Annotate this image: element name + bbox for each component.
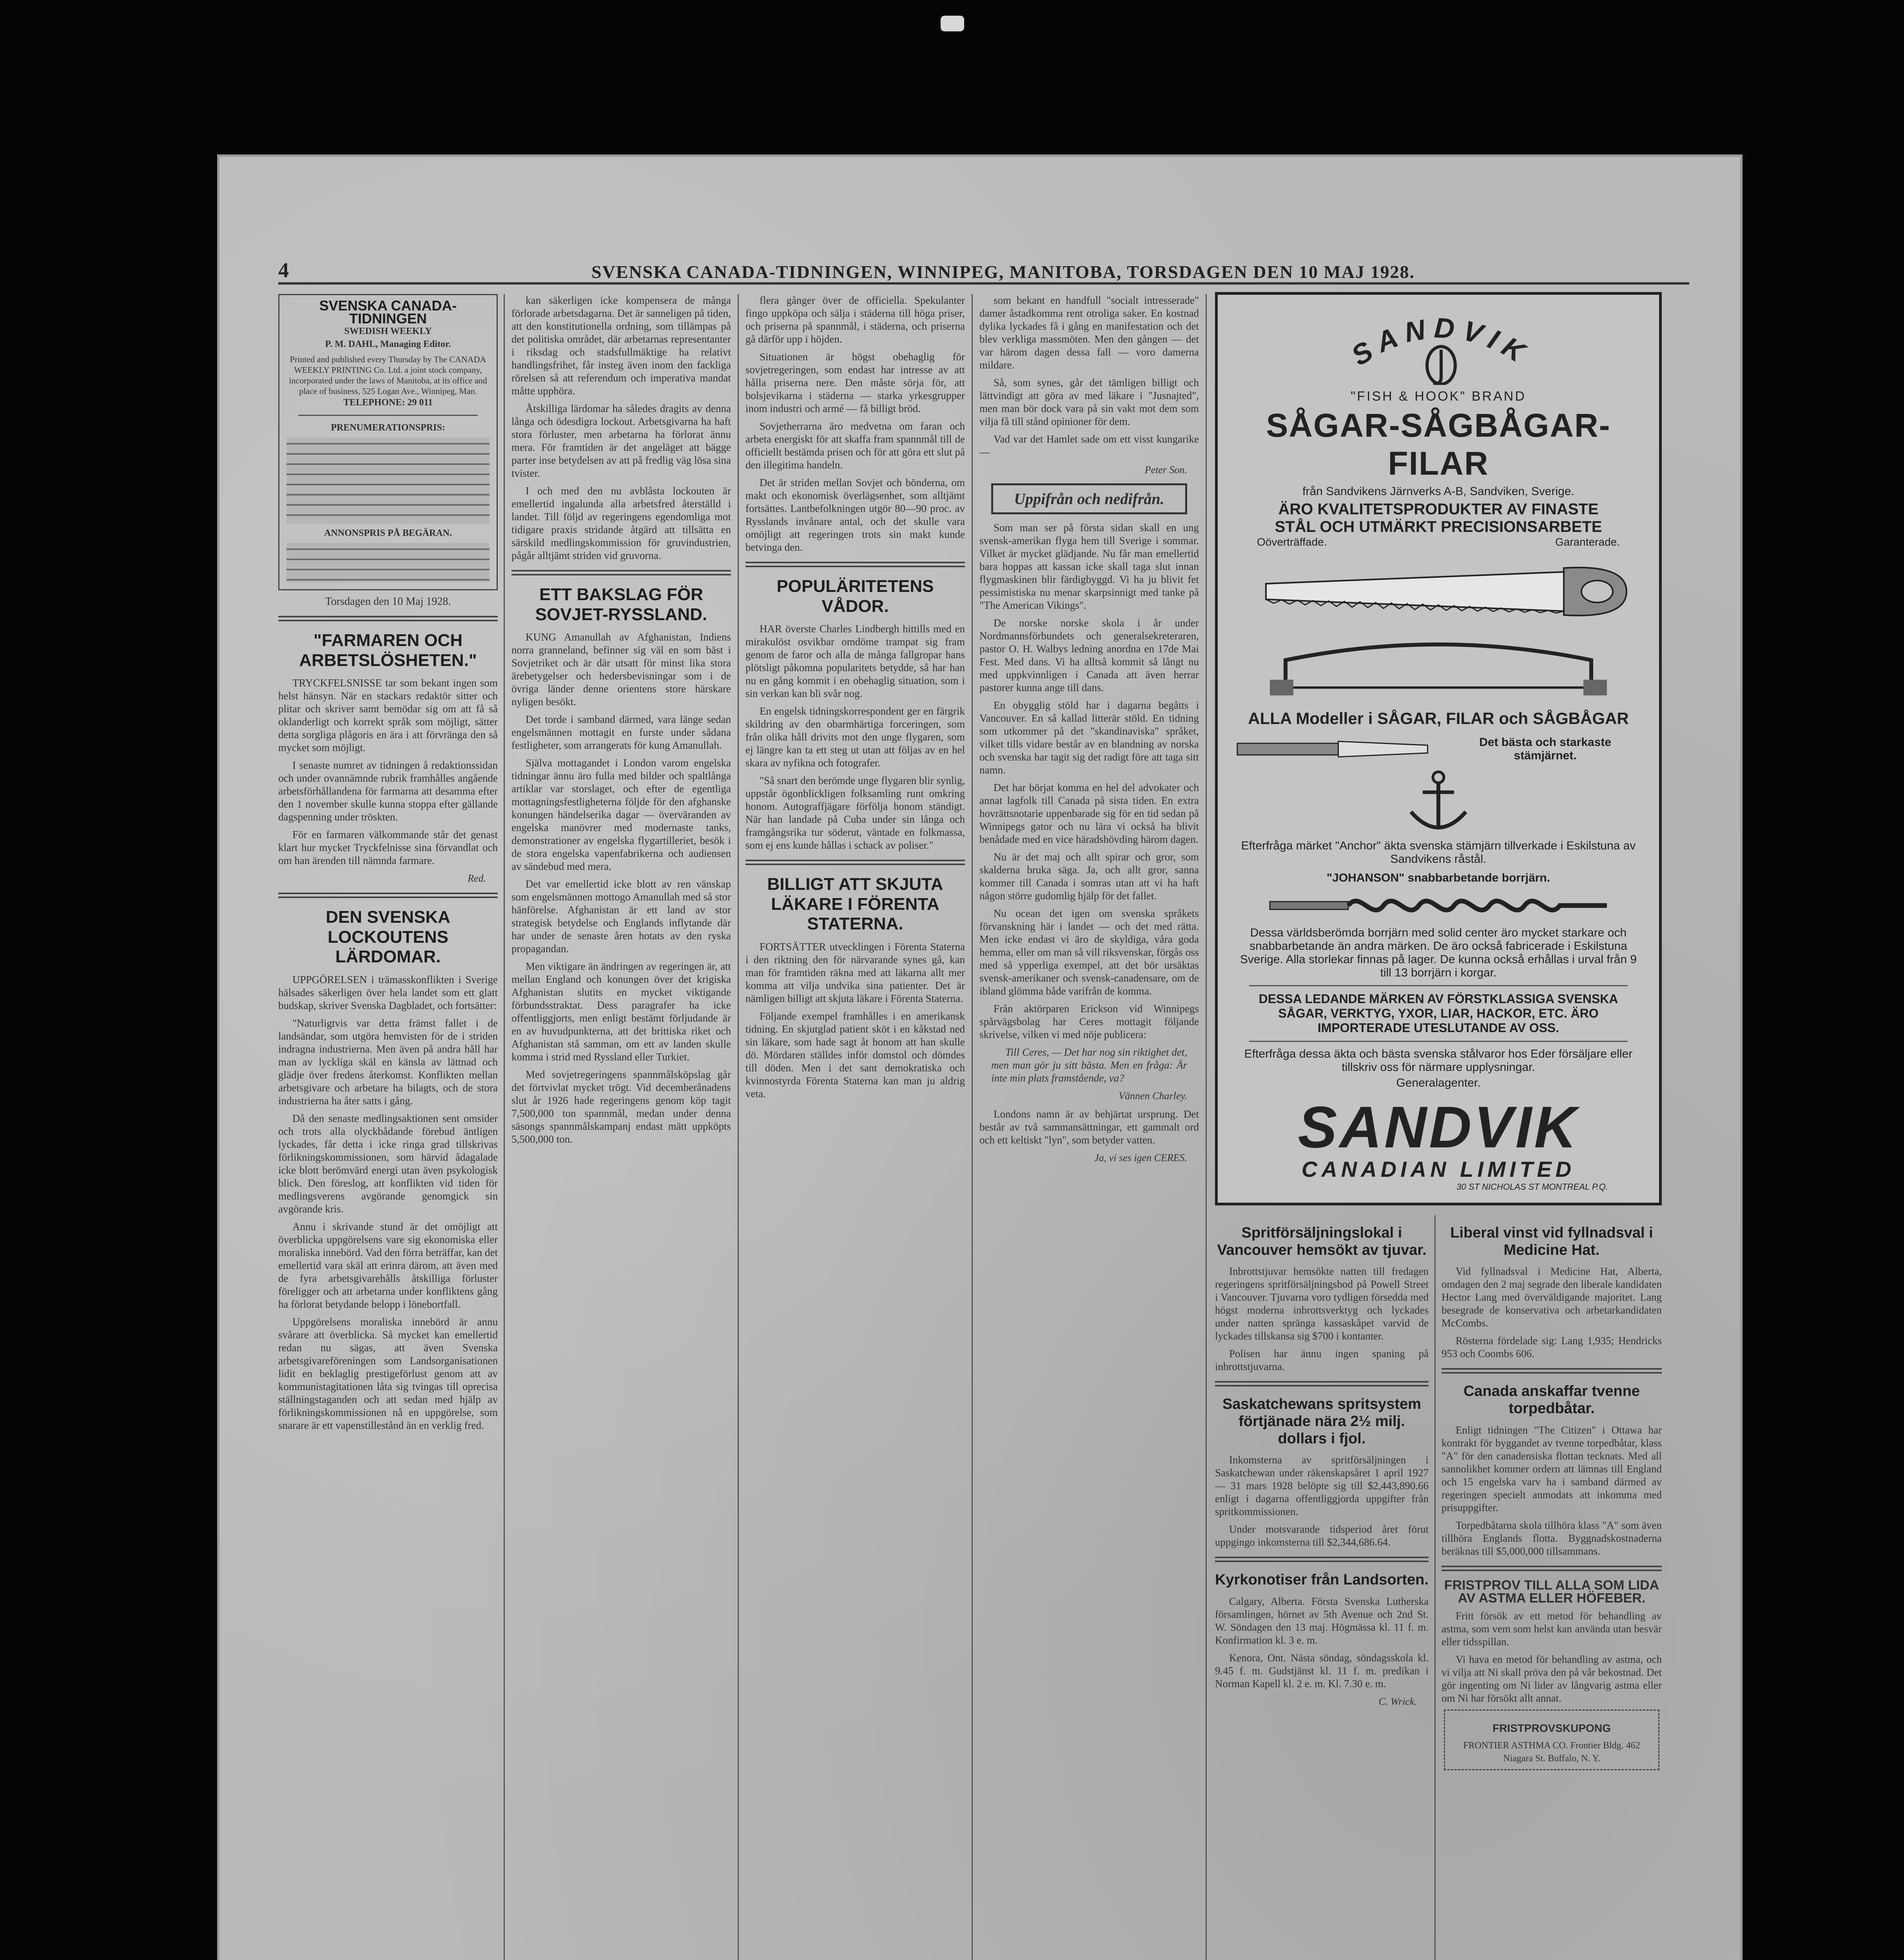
paragraph: Calgary, Alberta. Första Svenska Lutherska församlingen, hörnet av 5th Avenue och 2nd St. W. Söndagen den 13 maj. Högmässa kl. 11 f. m. Konfirmation kl. 3 e. m. (1215, 1595, 1429, 1646)
page-header (278, 255, 1689, 285)
paragraph: Så, som synes, går det tämligen billigt och lättvindigt att göra av med läkare i "Jusnajted", men man bör dock vara på sin vakt mot dem som vilja få till stånd opinioner för dem. (979, 377, 1199, 427)
headline: Liberal vinst vid fyllnadsval i Medicine Hat. (1450, 1225, 1653, 1258)
divider (1442, 1566, 1662, 1571)
paragraph: Men viktigare än ändringen av regeringen är, att mellan England och konungen över det krigiska Afghanistan slutits en mycket viktigande förbundsstraktat. Dess paragrafer ha icke offentliggjorts, men enligt bestämt förljudande är en av huvudpunkterna, att det brittiska riket och Afghanistan stå samman, om ett av landen skulle komma i strid med Ryssland eller Turkiet. (511, 960, 731, 1063)
paragraph: Torpedbåtarna skola tillhöra klass "A" som även tillhöra Englands flotta. Byggnadskostnaderna beräknas till $5,000,000 tillsammans. (1442, 1519, 1662, 1557)
paragraph: flera gånger över de officiella. Spekulanter fingo uppköpa och sälja i städerna till höga priser, och priserna på spannmål, i städerna, och priserna gå därför upp i höjden. (745, 294, 965, 345)
divider (278, 893, 498, 898)
column-rule (1434, 1215, 1436, 1960)
page-number: 4 (278, 258, 289, 282)
sandvik-advertisement (1215, 292, 1662, 1205)
fish-hook-brand: "FISH & HOOK" BRAND (1351, 389, 1526, 404)
masthead-title: SVENSKA CANADA-TIDNINGEN (319, 298, 457, 327)
paragraph: Som man ser på första sidan skall en ung svensk-amerikan flyga hem till Sverige i sommar. Vilket är mycket glädjande. Nu får man emellertid bara hoppas att kassan icke skall taga slut innan flygmaskinen blir färdigbyggd. Vi ha ju blivit fet pessimistiska nu menar skarpsinnigt med tanke på "The American Vikings". (979, 522, 1199, 611)
ad-anchor-text: Efterfråga märket "Anchor" äkta svenska stämjärn tillverkade i Eskilstuna av Sandvikens råstål. (1241, 839, 1636, 866)
paragraph: Rösterna fördelade sig: Lang 1,935; Hendricks 953 och Coombs 606. (1442, 1335, 1662, 1360)
ad-address: 30 ST NICHOLAS ST MONTREAL P.Q. (1456, 1182, 1608, 1192)
paragraph: Inbrottstjuvar hemsökte natten till fredagen regeringens spritförsäljningsbod på Powell Street i Vancouver. Tjuvarna voro tydligen försedda med högst moderna inbrottsverktyg och lyckades under natten spränga kassaskåpet varvid de lyckades tillskansa sig $700 i kontanter. (1215, 1265, 1429, 1342)
ad-all-models: ALLA Modeller i SÅGAR, FILAR och SÅGBÅGAR (1248, 709, 1629, 728)
paragraph: Följande exempel framhålles i en amerikansk tidning. En skjutglad patient sköt i en kåkstad ned sin läkare, som hade sagt åt honom att han skulle dö. Mördaren ställdes inför domstol och dömdes till döden. Men i det sant demokratiska och kvinnostyrda Förenta Staterna kan man ju aldrig veta. (745, 1010, 965, 1100)
headline: FRISTPROV TILL ALLA SOM LIDA AV ASTMA ELLER HÖFEBER. (1444, 1577, 1659, 1606)
paragraph: En obygglig stöld har i dagarna begåtts i Vancouver. En så kallad litterär stöld. En tidning som utkommer på det "skandinaviska" språket, vilket tills vidare består av en blandning av norska och svenska har tagit sig det radigt före att taga sitt namn. (979, 699, 1199, 776)
paragraph: kan säkerligen icke kompensera de många förlorade arbetsdagarna. Det är sanneligen på tiden, att den konstitutionella ordning, som tillämpas på det politiska området, där arbetarnas representanter i riksdag och stadsfullmäktige ha relativt handlingsfrihet, får insteg även inom den fackliga rörelsen så att referendum och imperativa mandat måtte upphöra. (511, 294, 731, 397)
coupon-box (1444, 1710, 1659, 1770)
paragraph: En engelsk tidningskorrespondent ger en färgrik skildring av den obarmhärtiga forceringen, som från olika håll drivits mot den unge flygaren, som ej längre kan ta ett steg ut utan att följas av en hel skara av nyfikna och fotografer. (745, 705, 965, 769)
paragraph: Kenora, Ont. Nästa söndag, söndagsskola kl. 9.45 f. m. Gudstjänst kl. 11 f. m. predikan i Norman Kapell kl. 2 e. m. Kl. 7.30 e. m. (1215, 1652, 1429, 1690)
signature: Red. (468, 873, 486, 884)
subscription-heading: PRENUMERATIONSPRIS: (331, 423, 445, 433)
ad-best-chisel: Det bästa och starkaste stämjärnet. (1479, 736, 1612, 762)
paragraph: "Så snart den berömde unge flygaren blir synlig, uppstår ögonblickligen folksamling runt omkring honom. Autograffjägare förfölja honom ständigt. När han landade på Cuba under sin långa och framgångsrika tur söderut, väntade en folkmassa, som ej ens kunde hållas i schack av poliser." (745, 775, 965, 851)
ad-sandvik-logo: SANDVIK (1298, 1094, 1579, 1160)
column-3 (745, 294, 965, 1960)
divider (745, 562, 965, 567)
column-4 (979, 294, 1199, 1960)
ad-claims (1233, 536, 1643, 548)
paragraph: Polisen har ännu ingen spaning på inbrottstjuvarna. (1215, 1348, 1429, 1373)
divider (1215, 1557, 1429, 1562)
saw-illustration (1233, 556, 1643, 701)
paragraph: För en farmaren välkommande står det genast klart hur mycket Tryckfelnisse sina förvandlat och om han ärenden till nämnda farmare. (278, 829, 498, 867)
paragraph: I och med den nu avblåsta lockouten är emellertid ingalunda alla arbetsfred återställd i landet. Till följd av regeringens egendomliga mot tidigare praxis stridande åtgärd att tillsätta en särskild medlingskommission för gruvindustrien, pågår alltjämt striden vid gruvorna. (511, 485, 731, 561)
paragraph: Sovjetherrarna äro medvetna om faran och arbeta energiskt för att skaffa fram spannmål till de officiellt bestämda prisen och för att göra ett slut på den illegitima handeln. (745, 420, 965, 471)
ad-canadian-limited: CANADIAN LIMITED (1301, 1157, 1576, 1181)
paragraph: Situationen är högst obehaglig för sovjetregeringen, som endast har intresse av att hålla priserna nere. Den måste sörja för, att bolsjevikarna i städerna — starka yrkesgrupper inom industri och armé — få billigt bröd. (745, 351, 965, 414)
paragraph: Vad var det Hamlet sade om ett visst kungarike — (979, 433, 1199, 458)
chisel-icon (1233, 733, 1435, 765)
ad-title: SÅGAR-SÅGBÅGAR-FILAR (1266, 407, 1611, 482)
ad-ask-text: Efterfråga dessa äkta och bästa svenska stålvaror hos Eder försäljare eller tillskriv oss för närmare upplysningar. (1244, 1047, 1633, 1074)
ad-leading-brands: DESSA LEDANDE MÄRKEN AV FÖRSTKLASSIGA SVENSKA SÅGAR, VERKTYG, YXOR, LIAR, HACKOR, ETC. ÄRO IMPORTERADE UTESLUTANDE AV OSS. (1258, 992, 1618, 1035)
paragraph: Nu är det maj och allt spirar och gror, som skalderna bruka säga. Ja, och allt gror, sanna kommer till Canada i somras utan att vi ha haft någon större gudomlig hjälp för det fallet. (979, 851, 1199, 902)
masthead-editor: P. M. DAHL, Managing Editor. (325, 339, 451, 349)
headline: DEN SVENSKA LOCKOUTENS LÄRDOMAR. (326, 907, 450, 967)
masthead-publisher: Printed and published every Thursday by The CANADA WEEKLY PRINTING Co. Ltd. a joint stock company, incorporated under the laws of Manitoba, at its office and place of business, 525 Logan Ave., Winnipeg, Man. (289, 354, 487, 396)
masthead (278, 294, 498, 590)
film-hole (941, 16, 964, 31)
chisel-row (1233, 733, 1643, 765)
headline: Kyrkonotiser från Landsorten. (1215, 1572, 1429, 1588)
fish-hook-icon (1427, 347, 1455, 384)
divider (1249, 1041, 1628, 1042)
paragraph: FORTSÄTTER utvecklingen i Förenta Staterna i den riktning den för närvarande synes gå, kan man för framtiden räkna med att läkarna allt mer komma att vilja undvika sina patienter. Det är nämligen billigt att skjuta läkare i Förenta Staterna. (745, 940, 965, 1004)
divider (1442, 1368, 1662, 1374)
paragraph: De norske norske skola i år under Nordmannsförbundets och generalsekreteraren, pastor O. H. Walbys ledning anordna en 17de Mai Fest. Med dans. Vi ha alltså kommit så långt nu med uppkvinnligen i Canada att även herrar pastorer kunna ange till dans. (979, 617, 1199, 693)
coupon-address: FRONTIER ASTHMA CO. Frontier Bldg. 462 Niagara St. Buffalo, N. Y. (1463, 1740, 1640, 1764)
signature: C. Wrick. (1378, 1696, 1417, 1708)
sandvik-arc-logo (1233, 307, 1649, 385)
bow-saw-icon (1262, 637, 1615, 699)
signature: Ja, vi ses igen CERES. (1094, 1152, 1187, 1163)
column-2 (511, 294, 731, 1960)
paragraph: Vid fyllnadsval i Medicine Hat, Alberta, omdagen den 2 maj segrade den liberale kandidaten Hector Lang med överväldigande majoritet. Lang besegrade de konservativa och arbetarkandidaten McCombs. (1442, 1265, 1662, 1329)
ad-unsurpassed: Oöverträffade. (1257, 536, 1327, 548)
masthead-telephone: TELEPHONE: 29 011 (343, 397, 433, 408)
paragraph: TRYCKFELSNISSE tar som bekant ingen som helst hänsyn. När en stackars redaktör sitter och plitar och skriver samt bemödar sig om att få så oklanderligt och korrekt språk som möjligt, sätter detta sorgliga plågoris en ära i att förvränga den så mycket som möjligt. (278, 677, 498, 754)
brand-arc-text: SANDVIK (1346, 312, 1536, 372)
section-title-box: Uppifrån och nedifrån. (991, 483, 1187, 514)
headline: Canada anskaffar tvenne torpedbåtar. (1463, 1383, 1640, 1417)
column-5 (1215, 1215, 1429, 1960)
column-1 (278, 294, 498, 1960)
paragraph: KUNG Amanullah av Afghanistan, Indiens norra granneland, befinner sig väl en som bäst i Sovjetriket och är där utsatt för minst lika stora ärebetygelser och hedersbevisningar som i de övriga länder denne orientens store härskare nyligen besökt. (511, 631, 731, 708)
paragraph: I senaste numret av tidningen å redaktionssidan och under ovannämnde rubrik framhålles angående arbetsförhållandena för farmarna att desamma efter den 1 november skulle kunna stoppa efter gällande dagspenning under tröskten. (278, 759, 498, 823)
paragraph: HAR överste Charles Lindbergh hittills med en mirakulöst osvikbar omdöme trampat sig fram genom de faror och alla de många fallgropar hans plötsligt påkomna popularitets betydde, så har han nu en gång kommit i en obehaglig situation, som i sin verkan kan bli svår nog. (745, 623, 965, 700)
paragraph: Åtskilliga lärdomar ha således dragits av denna långa och ödesdigra lockout. Arbetsgivarna ha haft stora förluster, men arbetarna ha förlorat ännu mera. För framtiden är det angeläget att bägge parter inse betydelsen av att på fredlig väg lösa sina tvister. (511, 403, 731, 479)
divider (1215, 1381, 1429, 1387)
divider (278, 616, 498, 621)
column-6 (1442, 1215, 1662, 1960)
paragraph: Det var emellertid icke blott av ren vänskap som engelsmännen mottogo Amanullah med så stor hänförelse. Afghanistan är ett land av stor strategisk betydelse och Englands inflytande där har under de senaste åren hotats av den ryska propagandan. (511, 878, 731, 955)
ad-johanson: "JOHANSON" snabbarbetande borrjärn. (1326, 871, 1550, 884)
newspaper-page (219, 157, 1740, 1960)
column-rule (738, 294, 739, 1960)
letter-text: Till Ceres, — Det har nog sin riktighet det, men man gör ju sitt bästa. Men en fråga: Är inte min plats framstående, va? (991, 1046, 1187, 1084)
paragraph: Vi hava en metod för behandling av astma, och vi vilja att Ni skall pröva den på vår bekostnad. Det gör ingenting om Ni lider av långvarig astma eller om Ni har försökt allt annat. (1442, 1653, 1662, 1704)
paragraph: som bekant en handfull "socialt intresserade" damer åstadkomma rent otroliga saker. En kostnad dylika lyckades få i gång en manifestation och det blev verkliga massmöten. Men den gången — det var härom dagen dessa fall — voro damerna mildare. (979, 294, 1199, 371)
ad-guaranteed: Garanterade. (1555, 536, 1620, 548)
paragraph: Annu i skrivande stund är det omöjligt att överblicka uppgörelsens vare sig ekonomiska eller moraliska innebörd. Vad den förra beträffar, kan det emellertid vara skäl att erinra därom, att även med de fyra arbetsgivarehålls åtskilliga förluster föreligger och att arbetarna under konfliktens gång ha förlorat betydande belopp i lönebortfall. (278, 1220, 498, 1310)
subscription-rates (287, 437, 490, 524)
headline: BILLIGT ATT SKJUTA LÄKARE I FÖRENTA STATERNA. (767, 875, 943, 934)
signature: Peter Son. (1144, 464, 1187, 475)
paragraph: Inkomsterna av spritförsäljningen i Saskatchewan under räkenskapsåret 1 april 1927 — 31 mars 1928 belöpte sig till $2,443,890.66 enligt i dagarna offentliggjorda uppgifter från spritkommissionen. (1215, 1454, 1429, 1518)
paragraph: Uppgörelsens moraliska innebörd är annu svårare att överblicka. Så mycket kan emellertid redan nu sägas, att även Svenska arbetsgivareföreningen som Landsorganisationen lidit en beklaglig prestigeförlust genom att av kommunistagitationen låta sig tvingas till oprecisa ställningstaganden och att sedan med hjälp av förlikningskommissionen nå en uppgörelse, som snarare är ett vapenstillestånd än en verklig fred. (278, 1316, 498, 1431)
coupon-title: FRISTPROVSKUPONG (1492, 1722, 1611, 1734)
paragraph: Med sovjetregeringens spannmålsköpslag går det förtvivlat mycket trögt. Vid decemberånadens slut år 1926 hade regeringens genom köp tagit 7,500,000 ton spannmål, medan under denna säsongs spannmålskampanj endast mätt uppköpts 5,500,000 ton. (511, 1069, 731, 1145)
paragraph: Nu ocean det igen om svenska språkets förvanskning här i landet — och det med rätta. Men icke endast vi äro de skyldiga, våra goda hemma, eller om man så vill riksvenskar, förgås oss med så ypperliga exempel, att det bör ursäktas svensk-amerikaner och svensk-canadensare, om de ibland glömma både varifrån de komma. (979, 907, 1199, 997)
letter-signature: Vännen Charley. (1119, 1090, 1187, 1102)
paragraph: Det torde i samband därmed, vara länge sedan engelsmännen mottagit en furste under sådana festligheter, som arrangerats för kung Amanullah. (511, 713, 731, 751)
ad-quality-1: ÄRO KVALITETSPRODUKTER AV FINASTE (1278, 501, 1599, 518)
paragraph: Det är striden mellan Sovjet och bönderna, om makt och ekonomisk överlägsenhet, som alltjämt fortsättes. Lantbefolkningen utgör 80—90 proc. av Rysslands invånare antal, och det skulle vara omöjligt att regeringen trots sin makt kunde betvinga den. (745, 477, 965, 553)
hand-saw-icon (1242, 556, 1634, 635)
headline: ETT BAKSLAG FÖR SOVJET-RYSSLAND. (535, 585, 707, 624)
ads-heading: ANNONSPRIS PÅ BEGÄRAN. (324, 528, 452, 538)
ad-quality-2: STÅL OCH UTMÄRKT PRECISIONSARBETE (1275, 518, 1602, 535)
date-line: Torsdagen den 10 Maj 1928. (325, 595, 451, 608)
paragraph: Londons namn är av behjärtat ursprung. Det består av två sammansättningar, ett gammalt ord och ett keltiskt "lyn", som betyder vatten. (979, 1108, 1199, 1146)
running-head: SVENSKA CANADA-TIDNINGEN, WINNIPEG, MANITOBA, TORSDAGEN DEN 10 MAJ 1928. (591, 262, 1415, 282)
ad-agents: Generalagenter. (1396, 1076, 1481, 1089)
column-rule (504, 294, 505, 1960)
paragraph: Från aktörparen Erickson vid Winnipegs spårvägsbolag har Ceres mottagit följande skrivelse, vilken vi med nöje publicera: (979, 1003, 1199, 1040)
divider (511, 570, 731, 575)
paragraph: "Naturligtvis var detta främst fallet i de landsändar, som utgöra hemvisten för de i striden indragna industrierna. Men även på andra håll har man av lyckliga skäl en känsla av lättnad och glädje över fredens återkomst. Konflikten mellan arbetsgivare och arbetare ha bilagts, och de stora industrierna ha åter satts i gång. (278, 1017, 498, 1107)
headline: Spritförsäljningslokal i Vancouver hemsökt av tjuvar. (1217, 1225, 1427, 1258)
paragraph: Själva mottagandet i London varom engelska tidningar ännu äro fulla med bilder och spaltlånga artiklar var storslaget, och efter de egentliga mottagningsfestligheterna följde för den afghanske konungen händelserika dagar — överväranden av engelska manövrer med modernaste tanks, demonstrationer av engelska flygartilleriet, besök i de stora engelska vapenfabrikerna och audiensen av sändebud med mera. (511, 757, 731, 873)
ads-rates (287, 543, 490, 582)
headline: Saskatchewans spritsystem förtjänade nära 2½ milj. dollars i fjol. (1222, 1396, 1421, 1447)
ad-from: från Sandvikens Järnverks A-B, Sandviken, Sverige. (1302, 485, 1574, 498)
auger-bit-icon (1262, 888, 1615, 923)
headline: "FARMAREN OCH ARBETSLÖSHETEN." (299, 631, 477, 670)
headline: POPULÄRITETENS VÅDOR. (776, 577, 934, 616)
paragraph: Då den senaste medlingsaktionen sent omsider och trots alla olyckbådande förebud äntligen lyckades, får detta i icke ringa grad tillskrivas förlikningskommissionen, som härvid ådagalade icke blott berömvärd energi utan även psykologisk blick. Den föreslog, att konflikten vid tiden för medlingsverens avgörande genomgick sin avgörande kris. (278, 1112, 498, 1215)
paragraph: Fritt försök av ett metod för behandling av astma, som vem som helst kan använda utan besvär eller tidsspillan. (1442, 1610, 1662, 1648)
divider (1249, 985, 1628, 986)
divider (745, 860, 965, 865)
ad-drill-text: Dessa världsberömda borrjärn med solid center äro mycket starkare och snabbarbetande än andra märken. De äro också fabricerade i Eskilstuna Sverige. Alla storlekar finnas på lager. De kunna också erhållas i urval från 9 till 13 borrjärn i korgar. (1240, 926, 1637, 979)
anchor-icon (1399, 769, 1478, 835)
divider (298, 415, 478, 416)
paragraph: Under motsvarande tidsperiod året förut uppgingo inkomsterna till $2,344,686.64. (1215, 1523, 1429, 1548)
column-rule (972, 294, 973, 1960)
paragraph: Enligt tidningen "The Citizen" i Ottawa har kontrakt för byggandet av tvenne torpedbåtar, klass "A" för den canadensiska flottan tecknats. Med all sannolikhet kommer ordern att lämnas till England och 15 engelska varv ha i samband därmed av regeringen specielt anmodats att inkomma med prisuppgifter. (1442, 1424, 1662, 1514)
paragraph: Det har börjat komma en hel del advokater och annat lagfolk till Canada på sista tiden. En extra hovrättsnotarie uppenbarade sig för en tid sedan på Winnipegs gator och nu lära vi också ha blivit benådade med en vice häradshövding härom dagen. (979, 782, 1199, 845)
masthead-subtitle: SWEDISH WEEKLY (344, 326, 432, 336)
paragraph: UPPGÖRELSEN i trämasskonflikten i Sverige hälsades säkerligen över hela landet som ett glatt budskap, skriver Svenska Dagbladet, och fortsätter: (278, 973, 498, 1011)
column-rule (1206, 294, 1207, 1960)
